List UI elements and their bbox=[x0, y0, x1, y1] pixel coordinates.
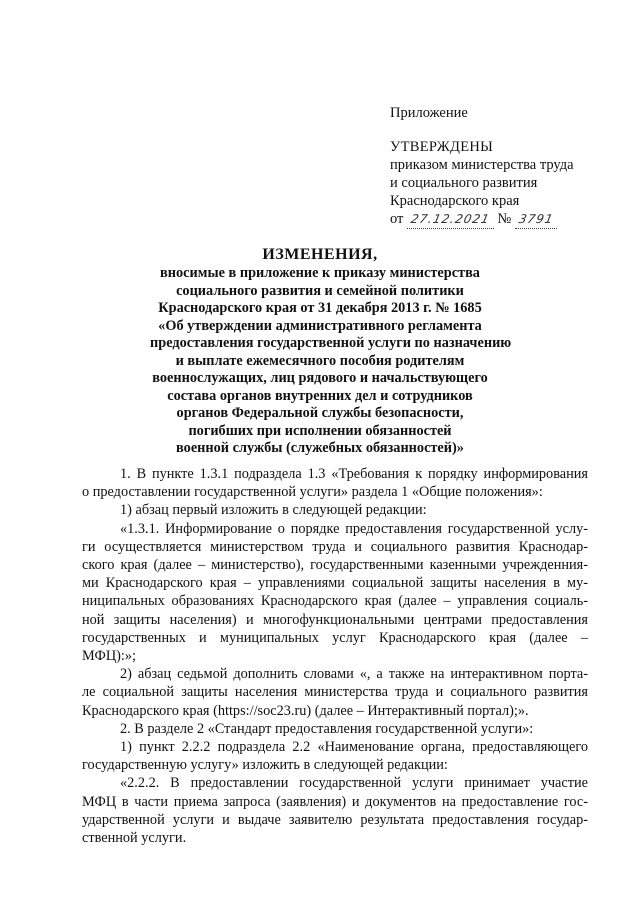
heading-line: социального развития и семейной политики bbox=[176, 282, 464, 299]
approval-block bbox=[390, 104, 620, 229]
order-date-number-line bbox=[390, 210, 620, 229]
text-line: ной защиты населения) и многофункциональными центрами предоставления bbox=[82, 611, 588, 628]
text-line: ги осуществляется министерством труда и социального развития Краснодар- bbox=[82, 538, 588, 555]
text-line: «1.3.1. Информирование о порядке предоставления государственной услу- bbox=[120, 520, 588, 537]
paragraph-2 bbox=[82, 501, 588, 519]
heading-title: ИЗМЕНЕНИЯ, bbox=[262, 246, 378, 263]
heading-line: «Об утверждении административного регламента bbox=[158, 317, 482, 334]
text-line: о предоставлении государственной услуги» раздела 1 «Общие положения»: bbox=[82, 484, 543, 501]
text-line: ского края (далее – министерство), государственными казенными учрежденния- bbox=[82, 557, 588, 574]
text-line: 2) абзац седьмой дополнить словами «, а также на интерактивном порта- bbox=[120, 666, 588, 683]
heading-line: военнослужащих, лиц рядового и начальствующего bbox=[152, 370, 488, 386]
approval-line: приказом министерства труда bbox=[390, 157, 574, 173]
paragraph-5 bbox=[82, 720, 588, 738]
heading-line: предоставления государственной услуги по назначению bbox=[150, 335, 512, 351]
text-line: ственной услуги. bbox=[82, 830, 187, 847]
paragraph-6 bbox=[82, 738, 588, 774]
text-line: ле социальной защиты населения министерства труда и социального развития bbox=[82, 684, 588, 701]
text-line: ударственной услуги и выдаче заявителю результата предоставления государ- bbox=[82, 811, 588, 828]
approved-label: УТВЕРЖДЕНЫ bbox=[390, 139, 494, 155]
heading-line: вносимые в приложение к приказу министерства bbox=[160, 265, 480, 281]
text-line: Краснодарского края (https://soc23.ru) (далее – Интерактивный портал);». bbox=[82, 702, 529, 719]
paragraph-1 bbox=[82, 465, 588, 501]
text-line: ми Краснодарского края – управлениями социальной защиты населения в му- bbox=[82, 575, 588, 592]
text-line: государственную услугу» изложить в следующей редакции: bbox=[82, 757, 448, 774]
date-prefix: от bbox=[390, 211, 404, 227]
text-line: государственных и муниципальных услуг Краснодарского края (далее – bbox=[82, 629, 588, 646]
heading-line: состава органов внутренних дел и сотрудников bbox=[167, 387, 473, 404]
text-line: МФЦ в части приема запроса (заявления) и документов на предоставление гос- bbox=[82, 793, 588, 810]
paragraph-7 bbox=[82, 774, 588, 847]
heading-line: и выплате ежемесячного пособия родителям bbox=[175, 352, 465, 369]
text-line: 2. В разделе 2 «Стандарт предоставления государственной услуги»: bbox=[120, 720, 534, 737]
approval-line: и социального развития bbox=[390, 175, 538, 191]
paragraph-4 bbox=[82, 665, 588, 720]
text-line: ниципальных образованиях Краснодарского края (далее – управления социаль- bbox=[82, 593, 588, 610]
text-line: МФЦ):»; bbox=[82, 648, 136, 665]
text-line: 1) абзац первый изложить в следующей редакции: bbox=[120, 502, 427, 519]
order-date-handwritten: 27.12.2021 bbox=[409, 212, 492, 226]
heading-line: органов Федеральной службы безопасности, bbox=[176, 405, 464, 421]
order-number-handwritten: 3791 bbox=[517, 212, 555, 226]
document-body bbox=[82, 465, 588, 847]
text-line: «2.2.2. В предоставлении государственной услуги принимает участие bbox=[120, 775, 588, 792]
order-number-field bbox=[515, 210, 558, 229]
appendix-label: Приложение bbox=[390, 105, 468, 121]
document-heading bbox=[150, 245, 512, 458]
heading-line: погибших при исполнении обязанностей bbox=[188, 422, 452, 439]
text-line: 1) пункт 2.2.2 подраздела 2.2 «Наименование органа, предоставляющего bbox=[120, 739, 588, 756]
paragraph-3 bbox=[82, 520, 588, 666]
text-line: 1. В пункте 1.3.1 подраздела 1.3 «Требования к порядку информирования bbox=[120, 466, 588, 482]
heading-line: военной службы (служебных обязанностей)» bbox=[176, 440, 464, 456]
order-date-field bbox=[407, 210, 494, 229]
approval-line: Краснодарского края bbox=[390, 193, 520, 209]
number-prefix: № bbox=[497, 211, 512, 227]
heading-line: Краснодарского края от 31 декабря 2013 г. № 1685 bbox=[158, 300, 482, 316]
